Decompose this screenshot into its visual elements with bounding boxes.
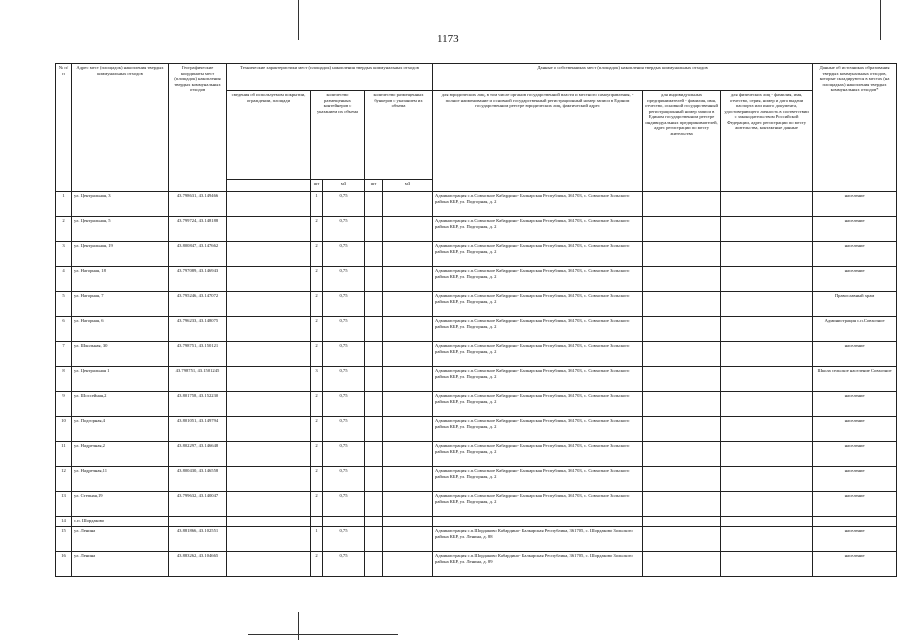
container-count: 1: [311, 527, 323, 552]
site-cover: [227, 342, 311, 367]
row-number: 6: [56, 317, 72, 342]
site-cover: [227, 552, 311, 577]
site-cover: [227, 392, 311, 417]
section-empty-cell: [383, 517, 433, 527]
site-address: ул. Ленина: [72, 527, 169, 552]
row-number: 7: [56, 342, 72, 367]
bunker-volume: [383, 342, 433, 367]
site-cover: [227, 192, 311, 217]
bunker-count: [365, 467, 383, 492]
owner-legal: Администрация с.п.Совхозное Кабардино- Балкарская Республика, 361703, с. Совхозное Зольского района КБР, ул. Подгорная, д. 2: [433, 442, 643, 467]
bunker-volume: [383, 242, 433, 267]
row-number: 13: [56, 492, 72, 517]
bunker-volume: [383, 317, 433, 342]
bunker-volume: [383, 292, 433, 317]
header-entrepreneurs: для индивидуальных предпринимателей - фамилия, имя, отчество, основной государственный регистрационный номер записи в Едином государственном реестре индивидуальных предпринимателей, адрес регистрации по месту жительства: [643, 91, 721, 192]
bunker-count: [365, 342, 383, 367]
section-label: с.п. Шордаково: [72, 517, 169, 527]
bunker-count: [365, 317, 383, 342]
table-body: [56, 192, 897, 577]
site-coordinates: 43.801051, 43.149794: [169, 417, 227, 442]
bunker-count: [365, 242, 383, 267]
owner-entrepreneur: [643, 217, 721, 242]
container-count: 2: [311, 552, 323, 577]
site-cover: [227, 267, 311, 292]
owner-individual: [721, 267, 813, 292]
site-address: ул. Нагорная, 6: [72, 317, 169, 342]
bunker-count: [365, 217, 383, 242]
table-row: [56, 552, 897, 577]
site-coordinates: 43.798751, 43.150121: [169, 342, 227, 367]
waste-source: население: [813, 492, 897, 517]
container-volume: 0,75: [323, 527, 365, 552]
container-count: 2: [311, 442, 323, 467]
container-volume: 0,75: [323, 417, 365, 442]
header-individuals: для физических лиц - фамилия, имя, отчество, серия, номер и дата выдачи паспорта или иного документа, удостоверяющего личность в соответствии с законодательством Российской Федерации, адрес регистрации по месту жительства, контактные данные: [721, 91, 813, 192]
owner-individual: [721, 367, 813, 392]
site-coordinates: 43.881866, 43.102551: [169, 527, 227, 552]
site-address: ул. Нагорная, 7: [72, 292, 169, 317]
section-row: [56, 517, 897, 527]
site-cover: [227, 317, 311, 342]
site-address: ул. Надречная,11: [72, 467, 169, 492]
bunker-count: [365, 392, 383, 417]
owner-legal: Администрация с.п.Шордаково Кабардино- Балкарская Республика, 361705, с. Шордаково Зольского района КБР, ул. Ленина, д. 89: [433, 552, 643, 577]
container-count: 2: [311, 342, 323, 367]
site-coordinates: 43.798631, 43.149466: [169, 192, 227, 217]
site-cover: [227, 242, 311, 267]
site-address: ул. Степная,19: [72, 492, 169, 517]
section-empty-cell: [169, 517, 227, 527]
bunker-volume: [383, 192, 433, 217]
table-row: [56, 217, 897, 242]
row-number: 11: [56, 442, 72, 467]
container-volume: 0,75: [323, 217, 365, 242]
bunker-volume: [383, 442, 433, 467]
owner-individual: [721, 442, 813, 467]
owner-entrepreneur: [643, 392, 721, 417]
owner-entrepreneur: [643, 367, 721, 392]
waste-source: население: [813, 217, 897, 242]
site-address: ул. Центральная, 19: [72, 242, 169, 267]
section-empty-cell: [721, 517, 813, 527]
owner-individual: [721, 317, 813, 342]
table-row: [56, 467, 897, 492]
owner-entrepreneur: [643, 417, 721, 442]
owner-entrepreneur: [643, 552, 721, 577]
row-number: 9: [56, 392, 72, 417]
section-empty-cell: [433, 517, 643, 527]
container-volume: 0,75: [323, 292, 365, 317]
owner-legal: Администрация с.п.Совхозное Кабардино- Балкарская Республика, 361703, с. Совхозное Зольского района КБР, ул. Подгорная, д. 2: [433, 467, 643, 492]
bunker-volume: [383, 217, 433, 242]
header-bunkers: количество размещенных бункеров с указанием их объема: [365, 91, 433, 180]
bunker-volume: [383, 492, 433, 517]
container-count: 2: [311, 317, 323, 342]
container-volume: 0,75: [323, 192, 365, 217]
site-address: ул. Школьная, 30: [72, 342, 169, 367]
container-count: 2: [311, 492, 323, 517]
container-volume: 0,75: [323, 317, 365, 342]
site-coordinates: 43.802297, 43.146648: [169, 442, 227, 467]
row-number: 12: [56, 467, 72, 492]
row-number: 16: [56, 552, 72, 577]
table-row: [56, 392, 897, 417]
site-cover: [227, 417, 311, 442]
table-row: [56, 342, 897, 367]
owner-individual: [721, 217, 813, 242]
table-row: [56, 192, 897, 217]
owner-individual: [721, 192, 813, 217]
bunker-volume: [383, 367, 433, 392]
container-volume: 0,75: [323, 242, 365, 267]
container-count: 2: [311, 242, 323, 267]
row-number: 5: [56, 292, 72, 317]
bunker-volume: [383, 417, 433, 442]
bunker-volume: [383, 267, 433, 292]
owner-entrepreneur: [643, 467, 721, 492]
table-row: [56, 442, 897, 467]
waste-source: население: [813, 527, 897, 552]
container-count: 2: [311, 267, 323, 292]
owner-legal: Администрация с.п.Совхозное Кабардино- Балкарская Республика, 361703, с. Совхозное Зольского района КБР, ул. Подгорная, д. 2: [433, 242, 643, 267]
waste-source: Православный храм: [813, 292, 897, 317]
site-coordinates: 43.798751, 43.1501245: [169, 367, 227, 392]
bunker-count: [365, 267, 383, 292]
container-count: 3: [311, 367, 323, 392]
section-empty-cell: [365, 517, 383, 527]
table-row: [56, 267, 897, 292]
site-address: ул. Шоссейная,2: [72, 392, 169, 417]
site-coordinates: 43.801758, 43.152230: [169, 392, 227, 417]
header-num: № п/п: [56, 64, 72, 192]
owner-entrepreneur: [643, 192, 721, 217]
site-address: ул. Центральная 1: [72, 367, 169, 392]
scan-mark-top: [298, 0, 299, 40]
header-container-count-unit: шт: [311, 180, 323, 192]
site-cover: [227, 492, 311, 517]
bunker-count: [365, 292, 383, 317]
bunker-count: [365, 527, 383, 552]
owner-entrepreneur: [643, 317, 721, 342]
container-count: 2: [311, 292, 323, 317]
site-address: ул. Ленина: [72, 552, 169, 577]
waste-source: население: [813, 242, 897, 267]
owner-individual: [721, 342, 813, 367]
site-coordinates: 43.883262, 43.104665: [169, 552, 227, 577]
owner-legal: Администрация с.п.Совхозное Кабардино- Балкарская Республика, 361703, с. Совхозное Зольского района КБР, ул. Подгорная, д. 2: [433, 367, 643, 392]
row-number: 8: [56, 367, 72, 392]
site-cover: [227, 367, 311, 392]
section-empty-cell: [813, 517, 897, 527]
section-empty-cell: [227, 517, 311, 527]
container-volume: 0,75: [323, 442, 365, 467]
site-coordinates: 43.799632, 43.140047: [169, 492, 227, 517]
bunker-count: [365, 367, 383, 392]
owner-legal: Администрация с.п.Совхозное Кабардино- Балкарская Республика, 361703, с. Совхозное Зольского района КБР, ул. Подгорная, д. 2: [433, 492, 643, 517]
owner-individual: [721, 552, 813, 577]
owner-individual: [721, 417, 813, 442]
site-coordinates: 43.795246, 43.147072: [169, 292, 227, 317]
waste-source: население: [813, 552, 897, 577]
container-volume: 0,75: [323, 467, 365, 492]
container-count: 2: [311, 217, 323, 242]
owner-legal: Администрация с.п.Шордаково Кабардино- Балкарская Республика, 361705, с. Шордаково Зольского района КБР, ул. Ленина, д. 88: [433, 527, 643, 552]
table-row: [56, 242, 897, 267]
table-row: [56, 492, 897, 517]
owner-individual: [721, 467, 813, 492]
owner-individual: [721, 242, 813, 267]
header-cover-units: [227, 180, 311, 192]
container-count: 2: [311, 467, 323, 492]
owner-legal: Администрация с.п.Совхозное Кабардино- Балкарская Республика, 361703, с. Совхозное Зольского района КБР, ул. Подгорная, д. 2: [433, 342, 643, 367]
owner-entrepreneur: [643, 527, 721, 552]
waste-source: население: [813, 392, 897, 417]
bunker-count: [365, 552, 383, 577]
header-coords: Географические координаты мест (площадок) накопления твердых коммунальных отходов: [169, 64, 227, 192]
section-empty-cell: [311, 517, 323, 527]
site-address: ул. Подгорная,4: [72, 417, 169, 442]
site-cover: [227, 292, 311, 317]
waste-source: население: [813, 417, 897, 442]
owner-individual: [721, 492, 813, 517]
owner-legal: Администрация с.п.Совхозное Кабардино- Балкарская Республика, 361703, с. Совхозное Зольского района КБР, ул. Подгорная, д. 2: [433, 417, 643, 442]
table-row: [56, 367, 897, 392]
site-address: ул. Центральная, 5: [72, 217, 169, 242]
site-cover: [227, 442, 311, 467]
container-count: 2: [311, 392, 323, 417]
row-number: 1: [56, 192, 72, 217]
site-cover: [227, 527, 311, 552]
header-tech-group: Технические характеристики мест (площадок) накопления твердых коммунальных отходов: [227, 64, 433, 91]
owner-legal: Администрация с.п.Совхозное Кабардино- Балкарская Республика, 361703, с. Совхозное Зольского района КБР, ул. Подгорная, д. 2: [433, 392, 643, 417]
row-number: 15: [56, 527, 72, 552]
bunker-volume: [383, 392, 433, 417]
section-number: 14: [56, 517, 72, 527]
bunker-count: [365, 492, 383, 517]
waste-source: население: [813, 267, 897, 292]
site-address: ул. Центральная, 3: [72, 192, 169, 217]
waste-source: население: [813, 192, 897, 217]
scan-mark-bottom-bar: [248, 634, 398, 635]
container-count: 2: [311, 417, 323, 442]
container-volume: 0,75: [323, 552, 365, 577]
owner-entrepreneur: [643, 242, 721, 267]
container-volume: 0,75: [323, 492, 365, 517]
container-volume: 0,75: [323, 367, 365, 392]
container-volume: 0,75: [323, 392, 365, 417]
header-legal: для юридических лиц, в том числе органов государственной власти и местного самоуправления, - полное наименование и основной государственный регистрационный номер записи в Едином государственном реестре юридических лиц, фактический адрес: [433, 91, 643, 192]
header-cover: сведения об используемом покрытии, ограждении, площади: [227, 91, 311, 180]
row-number: 2: [56, 217, 72, 242]
owner-individual: [721, 392, 813, 417]
row-number: 4: [56, 267, 72, 292]
owner-legal: Администрация с.п.Совхозное Кабардино- Балкарская Республика, 361703, с. Совхозное Зольского района КБР, ул. Подгорная, д. 2: [433, 192, 643, 217]
header-bunker-volume-unit: м3: [383, 180, 433, 192]
bunker-volume: [383, 467, 433, 492]
site-coordinates: 43.799724, 43.148188: [169, 217, 227, 242]
container-count: 1: [311, 192, 323, 217]
site-coordinates: 43.797089, 43.146943: [169, 267, 227, 292]
waste-source: население: [813, 467, 897, 492]
owner-legal: Администрация с.п.Совхозное Кабардино- Балкарская Республика, 361703, с. Совхозное Зольского района КБР, ул. Подгорная, д. 2: [433, 267, 643, 292]
owner-individual: [721, 292, 813, 317]
header-bunker-count-unit: шт: [365, 180, 383, 192]
owner-entrepreneur: [643, 342, 721, 367]
bunker-count: [365, 417, 383, 442]
site-address: ул. Надречная,2: [72, 442, 169, 467]
bunker-count: [365, 442, 383, 467]
header-sources: Данные об источниках образования твердых коммунальных отходов, которые складируются в местах (на площадках) накопления твердых коммунальных отходов*: [813, 64, 897, 192]
bunker-volume: [383, 552, 433, 577]
site-address: ул. Нагорная, 18: [72, 267, 169, 292]
waste-source: население: [813, 342, 897, 367]
owner-entrepreneur: [643, 292, 721, 317]
header-owner-group: Данные о собственниках мест (площадок) накопления твердых коммунальных отходов: [433, 64, 813, 91]
owner-legal: Администрация с.п.Совхозное Кабардино- Балкарская Республика, 361703, с. Совхозное Зольского района КБР, ул. Подгорная, д. 2: [433, 317, 643, 342]
owner-legal: Администрация с.п.Совхозное Кабардино- Балкарская Республика, 361703, с. Совхозное Зольского района КБР, ул. Подгорная, д. 2: [433, 292, 643, 317]
site-coordinates: 43.800847, 43.147662: [169, 242, 227, 267]
owner-entrepreneur: [643, 267, 721, 292]
section-empty-cell: [323, 517, 365, 527]
header-address: Адрес мест (площадок) накопления твердых коммунальных отходов: [72, 64, 169, 192]
bunker-volume: [383, 527, 433, 552]
site-cover: [227, 217, 311, 242]
owner-legal: Администрация с.п.Совхозное Кабардино- Балкарская Республика, 361703, с. Совхозное Зольского района КБР, ул. Подгорная, д. 2: [433, 217, 643, 242]
table-row: [56, 417, 897, 442]
table-row: [56, 527, 897, 552]
header-containers: количество размещенных контейнеров с указанием их объема: [311, 91, 365, 180]
waste-source: Администрация с.п.Совхозное: [813, 317, 897, 342]
scan-mark-bottom: [298, 612, 299, 640]
scan-mark-right: [880, 0, 881, 40]
table-row: [56, 292, 897, 317]
owner-entrepreneur: [643, 492, 721, 517]
site-coordinates: 43.796233, 43.148075: [169, 317, 227, 342]
bunker-count: [365, 192, 383, 217]
site-coordinates: 43.800430, 43.146558: [169, 467, 227, 492]
waste-sites-register-table: [55, 63, 897, 577]
section-empty-cell: [643, 517, 721, 527]
row-number: 10: [56, 417, 72, 442]
header-container-volume-unit: м3: [323, 180, 365, 192]
waste-source: Школа сельское население Совхозное: [813, 367, 897, 392]
table-row: [56, 317, 897, 342]
page-number: 1173: [437, 33, 459, 45]
owner-entrepreneur: [643, 442, 721, 467]
waste-source: население: [813, 442, 897, 467]
site-cover: [227, 467, 311, 492]
container-volume: 0,75: [323, 267, 365, 292]
container-volume: 0,75: [323, 342, 365, 367]
owner-individual: [721, 527, 813, 552]
row-number: 3: [56, 242, 72, 267]
